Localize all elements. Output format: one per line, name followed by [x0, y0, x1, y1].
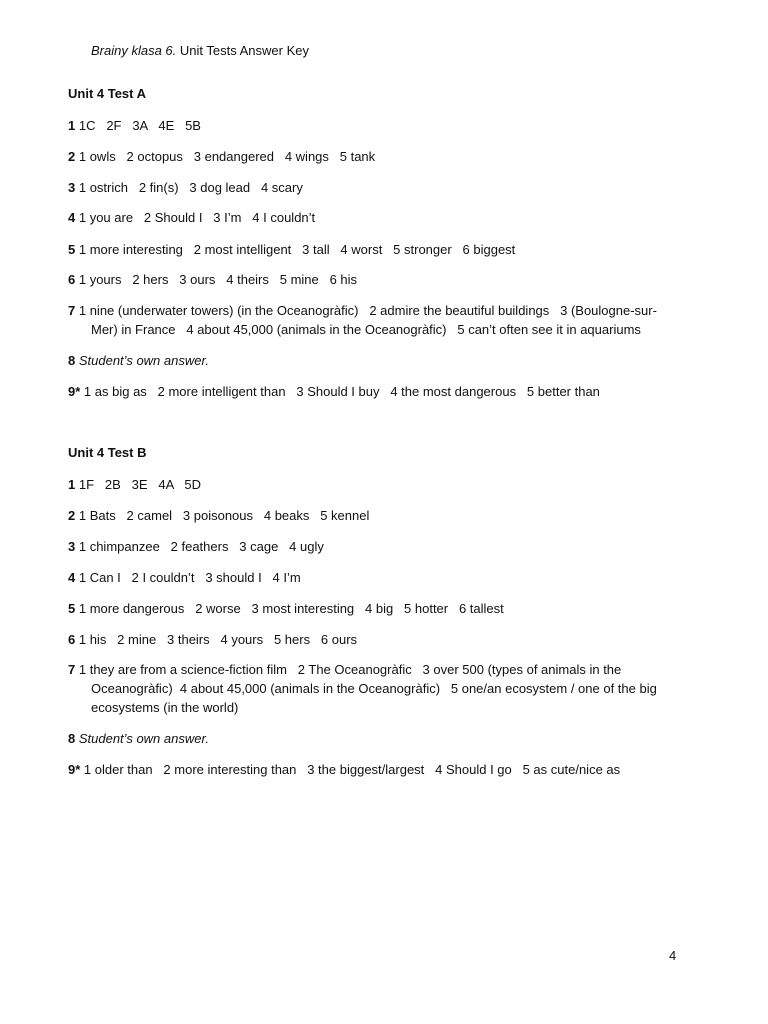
item-number: 7 [68, 303, 76, 318]
answer-text: 1 ostrich 2 fin(s) 3 dog lead 4 scary [78, 180, 303, 195]
answer-b-1 [68, 475, 673, 494]
answer-a-4 [68, 208, 673, 227]
answer-b-2 [68, 506, 673, 525]
answer-text: 1 you are 2 Should I 3 I’m 4 I couldn’t [78, 210, 316, 225]
answer-a-9 [68, 382, 673, 401]
item-number: 5 [68, 242, 76, 257]
answer-b-6 [68, 630, 673, 649]
answer-text: 1C 2F 3A 4E 5B [78, 118, 201, 133]
answer-b-4 [68, 568, 673, 587]
item-number: 4 [68, 570, 76, 585]
item-number: 2 [68, 149, 76, 164]
document-header [91, 43, 309, 58]
answer-a-2 [68, 147, 673, 166]
answer-b-3 [68, 537, 673, 556]
answer-a-1 [68, 116, 673, 135]
item-number: 8 [68, 353, 76, 368]
answer-text: Student’s own answer. [78, 731, 209, 746]
item-number: 3 [68, 180, 76, 195]
answer-a-8 [68, 351, 673, 370]
answer-continuation: Mer) in France 4 about 45,000 (animals in the Oceanogràfic) 5 can’t often see it in aquariums [91, 322, 641, 337]
answer-text: 1 chimpanzee 2 feathers 3 cage 4 ugly [78, 539, 324, 554]
answer-b-9 [68, 760, 673, 779]
item-number: 9* [68, 384, 81, 399]
answer-b-5 [68, 599, 673, 618]
answer-text: 1 more interesting 2 most intelligent 3 tall 4 worst 5 stronger 6 biggest [78, 242, 516, 257]
document-title: Unit Tests Answer Key [179, 43, 309, 58]
item-number: 4 [68, 210, 76, 225]
section-title-test-b: Unit 4 Test B [68, 445, 147, 460]
answer-b-7 [68, 660, 673, 717]
answer-text: 1 his 2 mine 3 theirs 4 yours 5 hers 6 ours [78, 632, 358, 647]
item-number: 6 [68, 632, 76, 647]
answer-a-3 [68, 178, 673, 197]
item-number: 6 [68, 272, 76, 287]
answer-text: 1F 2B 3E 4A 5D [78, 477, 201, 492]
answer-text: 1 yours 2 hers 3 ours 4 theirs 5 mine 6 his [78, 272, 358, 287]
page-number: 4 [669, 948, 677, 963]
item-number: 7 [68, 662, 76, 677]
answer-text: 1 owls 2 octopus 3 endangered 4 wings 5 tank [78, 149, 376, 164]
answer-text: 1 they are from a science-fiction film 2 The Oceanogràfic 3 over 500 (types of animals in the [78, 662, 622, 677]
course-name: Brainy klasa 6. [91, 43, 177, 58]
item-number: 9* [68, 762, 81, 777]
answer-text: 1 more dangerous 2 worse 3 most interesting 4 big 5 hotter 6 tallest [78, 601, 504, 616]
answer-continuation: Oceanogràfic) 4 about 45,000 (animals in the Oceanogràfic) 5 one/an ecosystem / one of the big ecosystems (in the world) [91, 681, 661, 715]
answer-b-8 [68, 729, 673, 748]
answer-a-5 [68, 240, 673, 259]
item-number: 8 [68, 731, 76, 746]
item-number: 1 [68, 118, 76, 133]
answer-a-6 [68, 270, 673, 289]
item-number: 3 [68, 539, 76, 554]
answer-text: 1 older than 2 more interesting than 3 the biggest/largest 4 Should I go 5 as cute/nice as [83, 762, 621, 777]
item-number: 1 [68, 477, 76, 492]
answer-text: 1 nine (underwater towers) (in the Oceanogràfic) 2 admire the beautiful buildings 3 (Boulogne-sur- [78, 303, 657, 318]
item-number: 2 [68, 508, 76, 523]
item-number: 5 [68, 601, 76, 616]
answer-text: 1 Bats 2 camel 3 poisonous 4 beaks 5 kennel [78, 508, 370, 523]
section-title-test-a: Unit 4 Test A [68, 86, 147, 101]
answer-text: 1 Can I 2 I couldn’t 3 should I 4 I’m [78, 570, 301, 585]
answer-a-7 [68, 301, 673, 339]
answer-text: Student’s own answer. [78, 353, 209, 368]
answer-text: 1 as big as 2 more intelligent than 3 Should I buy 4 the most dangerous 5 better than [83, 384, 600, 399]
